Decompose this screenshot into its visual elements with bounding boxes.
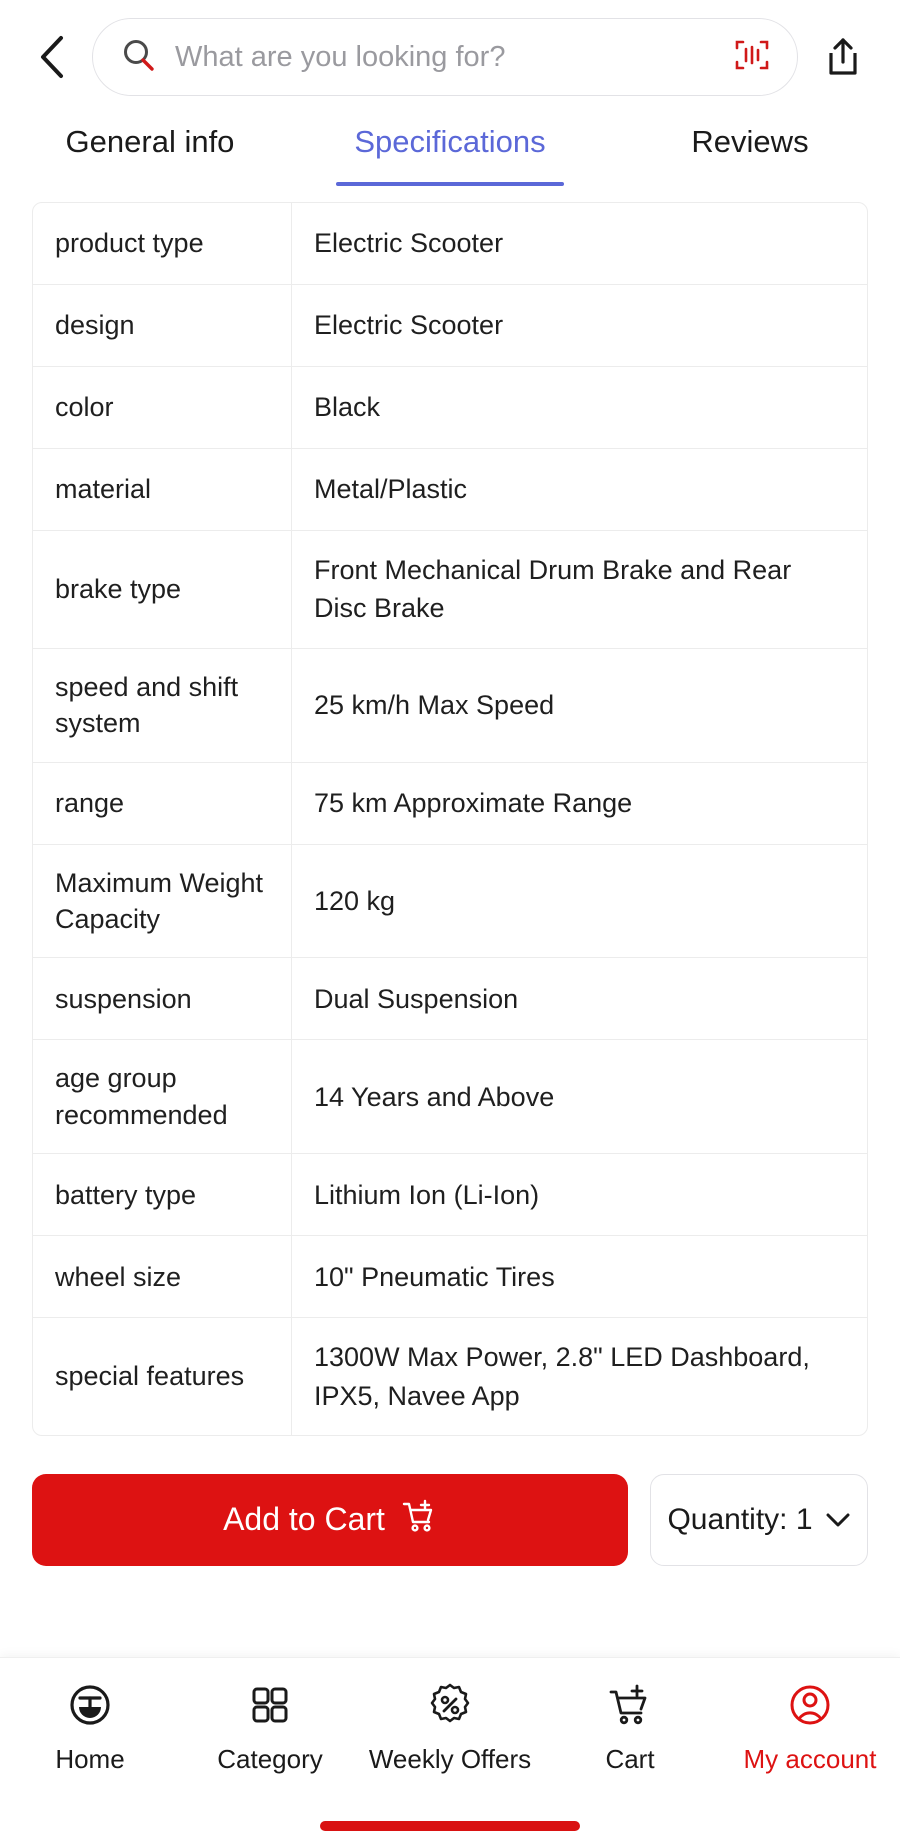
- table-row: [33, 1318, 867, 1435]
- tab-reviews[interactable]: Reviews: [691, 124, 809, 159]
- chevron-down-icon: [825, 1503, 851, 1537]
- table-row: [33, 285, 867, 367]
- search-icon: [121, 38, 155, 77]
- cart-plus-icon: [607, 1680, 653, 1730]
- spec-value: Dual Suspension: [291, 958, 867, 1039]
- chevron-left-icon: [37, 34, 67, 80]
- share-button[interactable]: [816, 29, 870, 85]
- spec-value: 14 Years and Above: [291, 1040, 867, 1153]
- table-row: [33, 367, 867, 449]
- spec-value: 120 kg: [291, 845, 867, 958]
- add-to-cart-button[interactable]: [32, 1474, 628, 1566]
- spec-value: Black: [291, 367, 867, 448]
- spec-key: battery type: [55, 1179, 197, 1210]
- tab-specifications[interactable]: Specifications: [300, 124, 600, 186]
- spec-key: design: [55, 310, 135, 341]
- quantity-selector[interactable]: [650, 1474, 868, 1566]
- bottom-navigation: [0, 1657, 900, 1835]
- table-row: [33, 958, 867, 1040]
- nav-item-my-account[interactable]: [720, 1680, 900, 1775]
- cart-plus-icon: [401, 1498, 437, 1542]
- barcode-scan-icon[interactable]: [733, 36, 771, 79]
- spec-value: 10" Pneumatic Tires: [291, 1236, 867, 1317]
- table-row: [33, 449, 867, 531]
- table-row: [33, 1154, 867, 1236]
- spec-value: Front Mechanical Drum Brake and Rear Disc Brake: [291, 531, 867, 648]
- spec-key: Maximum Weight Capacity: [55, 867, 264, 934]
- spec-key: special features: [55, 1361, 245, 1392]
- table-row: [33, 1236, 867, 1318]
- table-row: [33, 531, 867, 649]
- nav-label: Cart: [605, 1744, 655, 1774]
- product-tabs: [0, 110, 900, 186]
- spec-key: speed and shift system: [55, 671, 239, 739]
- nav-item-category[interactable]: [180, 1680, 360, 1775]
- spec-key: age group recommended: [55, 1063, 228, 1130]
- home-logo-icon: [66, 1680, 114, 1730]
- quantity-label: Quantity: 1: [667, 1502, 813, 1536]
- spec-key: product type: [55, 228, 204, 259]
- add-to-cart-label: Add to Cart: [223, 1501, 385, 1538]
- home-indicator: [320, 1821, 580, 1831]
- nav-item-cart[interactable]: [540, 1680, 720, 1775]
- grid-icon: [248, 1680, 292, 1730]
- spec-value: Electric Scooter: [291, 285, 867, 366]
- nav-label: Home: [55, 1744, 125, 1774]
- search-bar[interactable]: [92, 18, 798, 96]
- spec-key: suspension: [55, 983, 192, 1014]
- specifications-table: [32, 202, 868, 1436]
- user-circle-icon: [786, 1680, 834, 1730]
- spec-value: 1300W Max Power, 2.8" LED Dashboard, IPX5, Navee App: [291, 1318, 867, 1435]
- spec-key: brake type: [55, 574, 182, 605]
- spec-key: wheel size: [55, 1261, 182, 1292]
- share-icon: [823, 35, 863, 79]
- table-row: [33, 1040, 867, 1154]
- spec-value: Lithium Ion (Li-Ion): [291, 1154, 867, 1235]
- action-row: [0, 1436, 900, 1566]
- spec-value: 25 km/h Max Speed: [291, 649, 867, 762]
- nav-label: My account: [743, 1744, 877, 1774]
- nav-label: Category: [217, 1744, 323, 1774]
- spec-value: Metal/Plastic: [291, 449, 867, 530]
- table-row: [33, 845, 867, 959]
- spec-key: range: [55, 787, 125, 818]
- table-row: [33, 203, 867, 285]
- spec-value: 75 km Approximate Range: [291, 763, 867, 844]
- tab-general-info[interactable]: General info: [65, 124, 235, 159]
- back-button[interactable]: [30, 29, 74, 85]
- nav-label: Weekly Offers: [368, 1744, 532, 1774]
- table-row: [33, 649, 867, 763]
- top-bar: [0, 0, 900, 110]
- specifications-scroll-area[interactable]: [0, 186, 900, 1835]
- spec-key: material: [55, 474, 152, 505]
- spec-key: color: [55, 392, 114, 423]
- percent-badge-icon: [426, 1680, 474, 1730]
- table-row: [33, 763, 867, 845]
- nav-item-home[interactable]: [0, 1680, 180, 1775]
- spec-value: Electric Scooter: [291, 203, 867, 284]
- search-input[interactable]: [175, 41, 713, 74]
- nav-item-weekly-offers[interactable]: [360, 1680, 540, 1775]
